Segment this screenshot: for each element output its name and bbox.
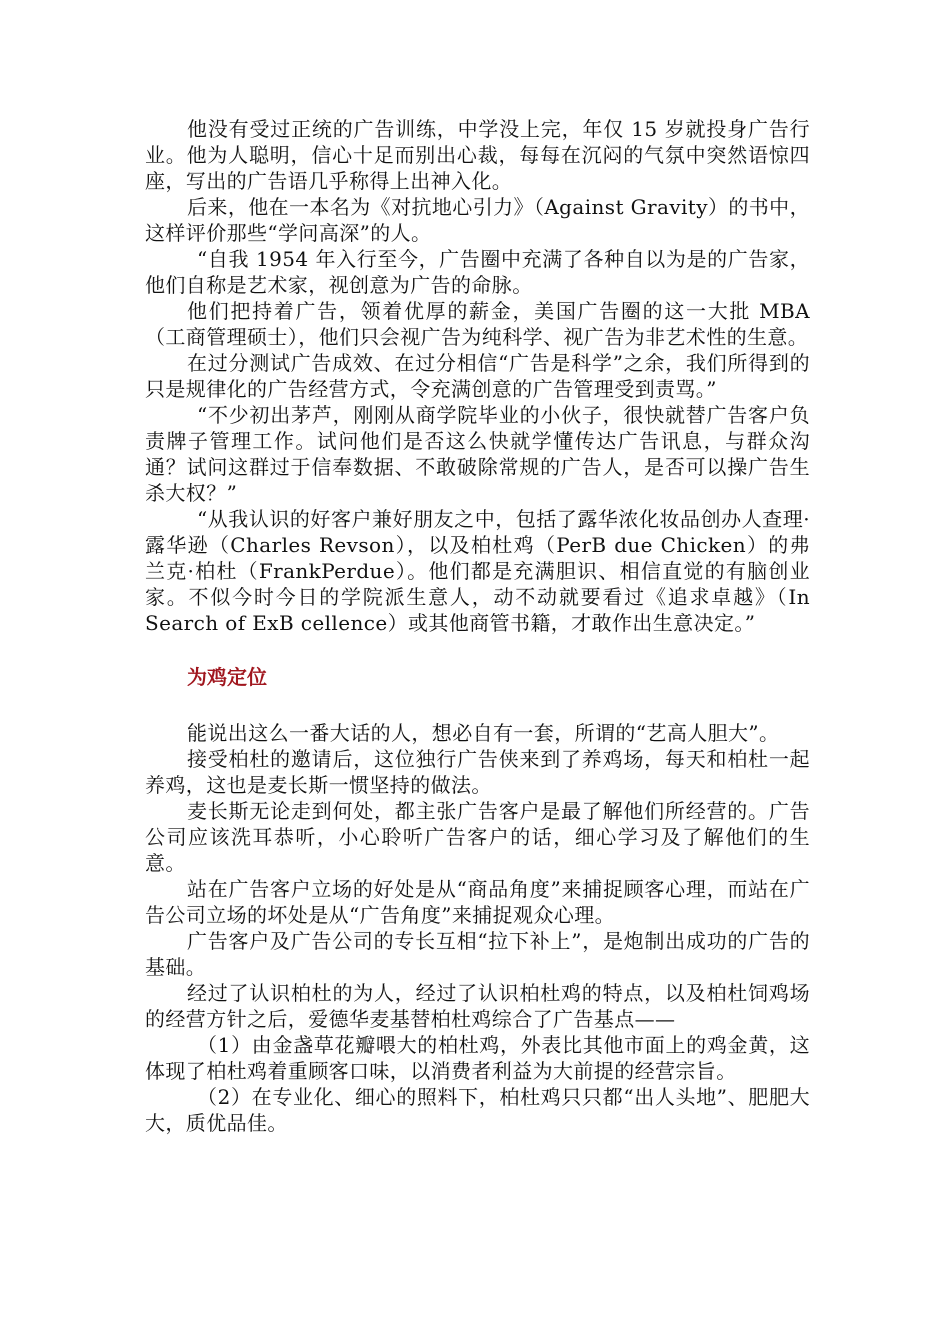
body-paragraph: 他没有受过正统的广告训练，中学没上完，年仅 15 岁就投身广告行业。他为人聪明，信心十足而别出心裁，每每在沉闷的气氛中突然语惊四座，写出的广告语几乎称得上出神入化。 [145,117,810,193]
body-paragraph: 经过了认识柏杜的为人，经过了认识柏杜鸡的特点，以及柏杜饲鸡场的经营方针之后，爱德华麦基替柏杜鸡综合了广告基点—— [145,981,810,1031]
body-paragraph: 广告客户及广告公司的专长互相“拉下补上”，是炮制出成功的广告的基础。 [145,929,810,979]
quote-paragraph: “不少初出茅芦，刚刚从商学院毕业的小伙子，很快就替广告客户负责牌子管理工作。试问他们是否这么快就学懂传达广告讯息，与群众沟通？试问这群过于信奉数据、不敢破除常规的广告人，是否可以操广告生杀大权？” [145,403,810,505]
body-paragraph: 接受柏杜的邀请后，这位独行广告侠来到了养鸡场，每天和柏杜一起养鸡，这也是麦长斯一惯坚持的做法。 [145,747,810,797]
list-item-paragraph: （1）由金盏草花瓣喂大的柏杜鸡，外表比其他市面上的鸡金黄，这体现了柏杜鸡着重顾客口味，以消费者利益为大前提的经营宗旨。 [145,1033,810,1083]
section-heading: 为鸡定位 [187,665,267,689]
body-paragraph: 能说出这么一番大话的人，想必自有一套，所谓的“艺高人胆大”。 [187,721,780,745]
body-paragraph: 后来，他在一本名为《对抗地心引力》（Against Gravity）的书中，这样评价那些“学问高深”的人。 [145,195,810,245]
body-paragraph: 他们把持着广告，领着优厚的薪金，美国广告圈的这一大批 MBA（工商管理硕士），他们只会视广告为纯科学、视广告为非艺术性的生意。 [145,299,810,349]
body-paragraph: 在过分测试广告成效、在过分相信“广告是科学”之余，我们所得到的只是规律化的广告经营方式，令充满创意的广告管理受到责骂。” [145,351,810,401]
list-item-paragraph: （2）在专业化、细心的照料下，柏杜鸡只只都“出人头地”、肥肥大大，质优品佳。 [145,1085,810,1135]
body-paragraph: 站在广告客户立场的好处是从“商品角度”来捕捉顾客心理，而站在广告公司立场的坏处是从“广告角度”来捕捉观众心理。 [145,877,810,927]
quote-paragraph: “自我 1954 年入行至今，广告圈中充满了各种自以为是的广告家，他们自称是艺术家，视创意为广告的命脉。 [145,247,810,297]
quote-paragraph: “从我认识的好客户兼好朋友之中，包括了露华浓化妆品创办人查理·露华逊（Charles Revson），以及柏杜鸡（PerB due Chicken）的弗兰克·柏杜（FrankPerdue）。他们都是充满胆识、相信直觉的有脑创业家。不似今时今日的学院派生意人，动不动就要看过《追求卓越》（In Search of ExB cellence）或其他商管书籍，才敢作出生意决定。” [145,507,810,635]
body-paragraph: 麦长斯无论走到何处，都主张广告客户是最了解他们所经营的。广告公司应该洗耳恭听，小心聆听广告客户的话，细心学习及了解他们的生意。 [145,799,810,875]
document-page [145,116,810,1136]
